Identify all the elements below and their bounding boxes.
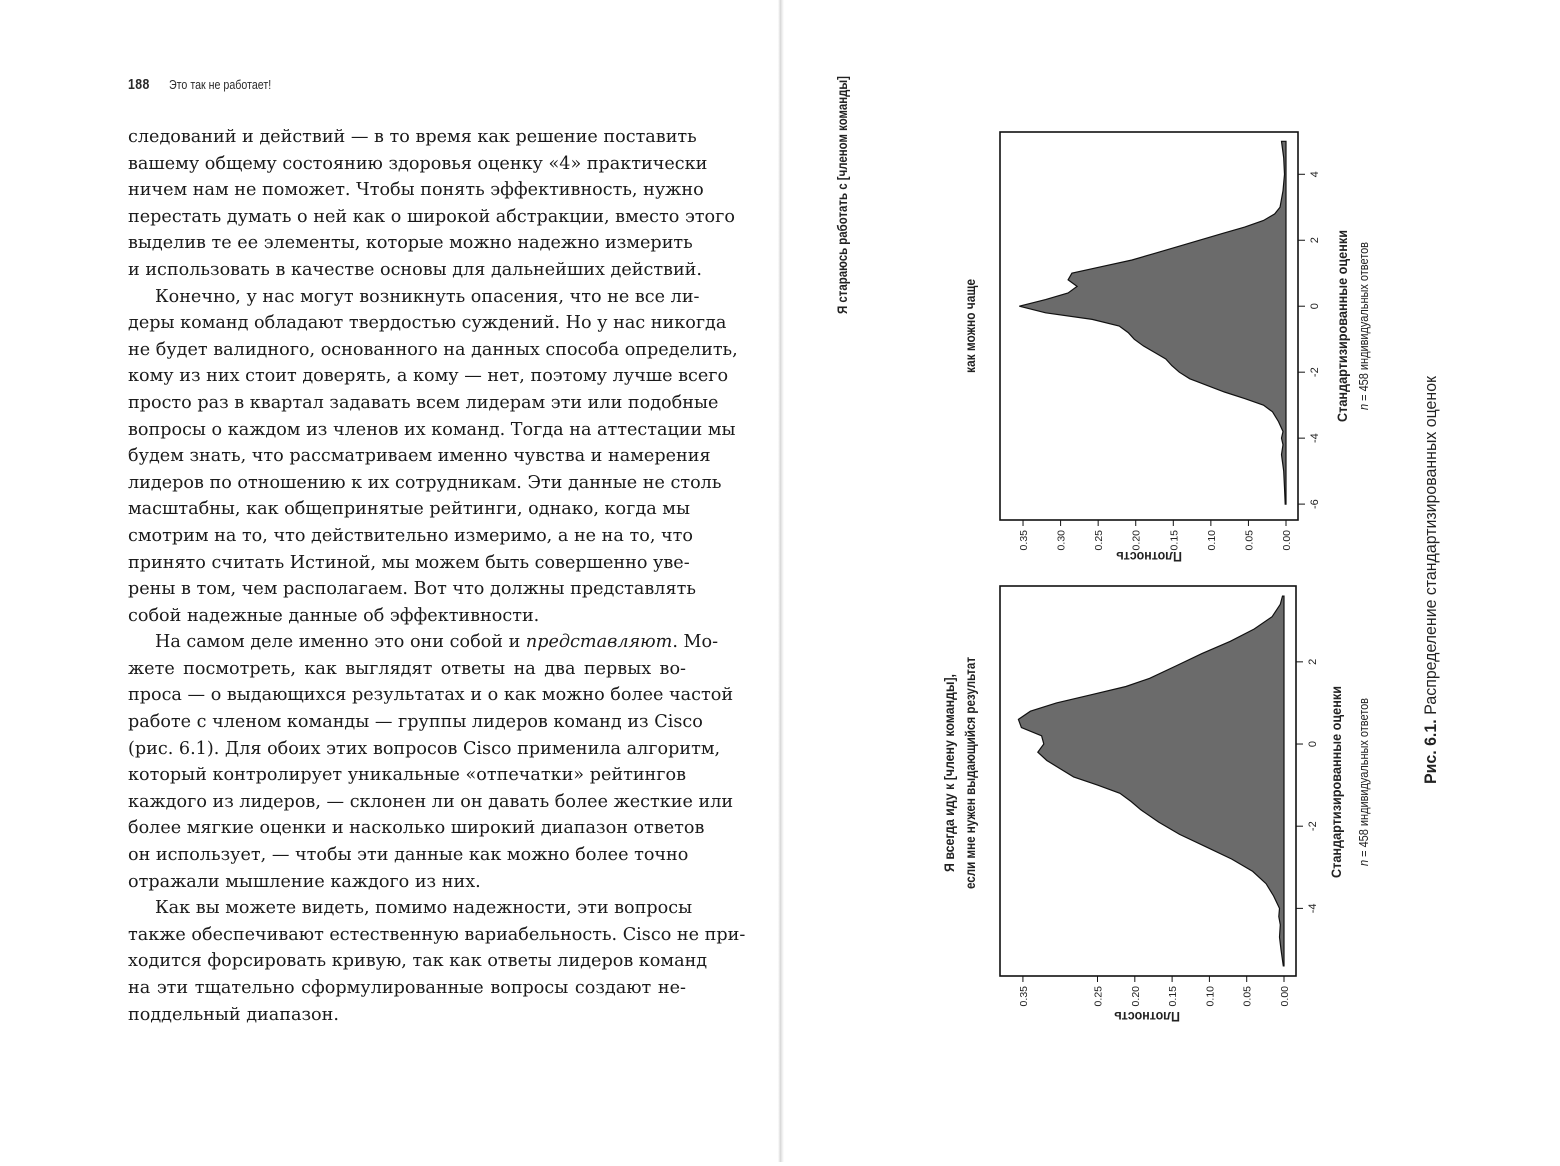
body-text — [128, 124, 746, 1028]
n-symbol: n — [1357, 403, 1371, 410]
text-line: просто раз в квартал задавать всем лидерам эти или подобные — [128, 392, 719, 413]
text-line: не будет валидного, основанного на данных способа определить, — [128, 339, 738, 360]
y-tick-label: 0.00 — [1279, 986, 1291, 1007]
text-line: Как вы можете видеть, помимо надежности, эти вопросы — [155, 898, 693, 919]
text-line: вашему общему состоянию здоровья оценку «4» практически — [128, 153, 708, 174]
caption-label: Рис. 6.1. — [1421, 714, 1440, 784]
y-tick-label: 0.20 — [1130, 530, 1143, 551]
text-line: на эти тщательно сформулированные вопросы создают не- — [128, 978, 686, 998]
text-line: выделив те ее элементы, которые можно надежно измерить — [128, 233, 693, 254]
y-tick-label: 0.10 — [1204, 986, 1217, 1007]
y-tick-label: 0.00 — [1281, 530, 1293, 551]
x-axis-label: Стандартизированные оценки — [1334, 209, 1350, 422]
text-line: каждого из лидеров, — склонен ли он давать более жесткие или — [128, 791, 734, 812]
y-tick-label: 0.35 — [1017, 986, 1030, 1007]
y-tick-label: 0.25 — [1093, 530, 1106, 551]
y-tick-label: 0.10 — [1205, 530, 1218, 551]
x-tick-label: 2 — [1307, 658, 1319, 665]
text-line: отражали мышление каждого из них. — [128, 871, 481, 892]
text-line: проса — о выдающихся результатах и о как можно более частой — [128, 685, 734, 706]
text-line: перестать думать о ней как о широкой абстракции, вместо этого — [128, 206, 735, 227]
paragraph-1 — [128, 124, 735, 284]
text-line: будем знать, что рассматриваем именно чувства и намерения — [128, 446, 711, 467]
x-tick-label: 0 — [1309, 303, 1321, 310]
text-line: жете посмотреть, как выглядят ответы на два первых во- — [128, 658, 686, 679]
n-label — [1357, 675, 1371, 866]
text-line: деры команд обладают твердостью суждений. Но у нас никогда — [128, 313, 727, 334]
x-tick-label: 4 — [1309, 171, 1321, 178]
text-line: ходится форсировать кривую, так как ответы лидеров команд — [128, 951, 708, 972]
x-axis-ticks — [1298, 171, 1321, 509]
figure-6-1 — [784, 0, 1560, 1162]
y-tick-label: 0.15 — [1167, 986, 1180, 1007]
text-line: (рис. 6.1). Для обоих этих вопросов Cisco применила алгоритм, — [128, 738, 721, 759]
left-page — [0, 0, 778, 1162]
text-fragment: . Мо- — [672, 632, 719, 653]
text-line: более мягкие оценки и насколько широкий диапазон ответов — [128, 818, 705, 839]
text-line: смотрим на то, что действительно измеримо, а не на то, что — [128, 525, 693, 546]
chart-title-line-2: если мне нужен выдающийся результат — [963, 619, 978, 889]
text-line: и использовать в качестве основы для дальнейших действий. — [128, 259, 702, 280]
y-tick-label: 0.30 — [1055, 530, 1068, 551]
x-tick-label: -6 — [1309, 499, 1321, 509]
text-line: он использует, — чтобы эти данные как можно более точно — [128, 845, 689, 866]
text-line: работе с членом команды — группы лидеров команд из Cisco — [128, 712, 703, 733]
y-tick-label: 0.35 — [1018, 530, 1031, 551]
chart-work-with-often — [835, 33, 1371, 565]
n-label — [1357, 219, 1371, 410]
y-tick-label: 0.05 — [1241, 986, 1254, 1007]
text-line: который контролирует уникальные «отпечатки» рейтингов — [128, 765, 686, 786]
chart-outstanding-result — [942, 586, 1371, 1025]
text-line: поддельный диапазон. — [128, 1004, 339, 1025]
text-line: лидеров по отношению к их сотрудникам. Эти данные не столь — [128, 472, 722, 493]
text-line: собой надежные данные об эффективности. — [128, 605, 540, 626]
text-line: принято считать Истиной, мы можем быть совершенно уве- — [128, 552, 690, 573]
text-line: вопросы о каждом из членов их команд. Тогда на аттестации мы — [128, 419, 736, 440]
running-title: Это так не работает! — [168, 77, 272, 92]
x-tick-label: 0 — [1307, 740, 1319, 748]
x-axis-ticks — [1296, 659, 1319, 913]
x-axis-label: Стандартизированные оценки — [1328, 665, 1344, 878]
chart-title-line-1: Я стараюсь работать с [членом команды] — [835, 33, 850, 314]
y-tick-label: 0.05 — [1243, 530, 1256, 551]
chart-title-line-1: Я всегда иду к [члену команды], — [942, 655, 957, 872]
y-axis-ticks — [1018, 976, 1291, 1006]
density-area — [1019, 141, 1286, 504]
text-line: следований и действий — в то время как решение поставить — [128, 127, 697, 147]
text-line: рены в том, чем располагаем. Вот что должны представлять — [128, 579, 696, 600]
text-line: масштабны, как общепринятые рейтинги, однако, когда мы — [128, 499, 690, 520]
y-tick-label: 0.15 — [1168, 530, 1181, 551]
x-tick-label: -2 — [1309, 367, 1321, 378]
figure-caption — [1421, 352, 1440, 784]
n-count-text: = 458 индивидуальных ответов — [1357, 219, 1371, 404]
n-count-text: = 458 индивидуальных ответов — [1357, 675, 1371, 860]
y-axis-ticks — [1018, 520, 1293, 550]
emphasis-text: представляют — [525, 632, 673, 653]
y-axis-label: Плотность — [1113, 1009, 1180, 1025]
text-line — [128, 629, 719, 656]
text-line: кому из них стоит доверять, а кому — нет, поэтому лучше всего — [128, 366, 729, 387]
chart-title-line-2: как можно чаще — [963, 266, 978, 373]
y-tick-label: 0.20 — [1129, 986, 1142, 1007]
y-tick-label: 0.25 — [1092, 986, 1105, 1007]
caption-text: Распределение стандартизированных оценок — [1421, 352, 1440, 715]
text-line: также обеспечивают естественную вариабельность. Cisco не при- — [128, 924, 746, 945]
running-head — [128, 76, 294, 98]
x-tick-label: -2 — [1307, 821, 1319, 832]
paragraph-2 — [128, 284, 738, 630]
text-line: ничем нам не поможет. Чтобы понять эффективность, нужно — [128, 180, 704, 201]
page-number: 188 — [128, 76, 150, 93]
text-line: Конечно, у нас могут возникнуть опасения, что не все ли- — [155, 286, 700, 307]
n-symbol: n — [1357, 859, 1371, 866]
paragraph-4 — [128, 895, 746, 1028]
x-tick-label: -4 — [1307, 903, 1319, 914]
right-page — [784, 0, 1560, 1162]
density-area — [1018, 596, 1284, 966]
text-fragment: На самом деле именно это они собой и — [155, 632, 526, 653]
y-axis-label: Плотность — [1115, 549, 1182, 565]
x-tick-label: 2 — [1309, 237, 1321, 244]
x-tick-label: -4 — [1309, 433, 1321, 444]
paragraph-3 — [128, 629, 734, 895]
